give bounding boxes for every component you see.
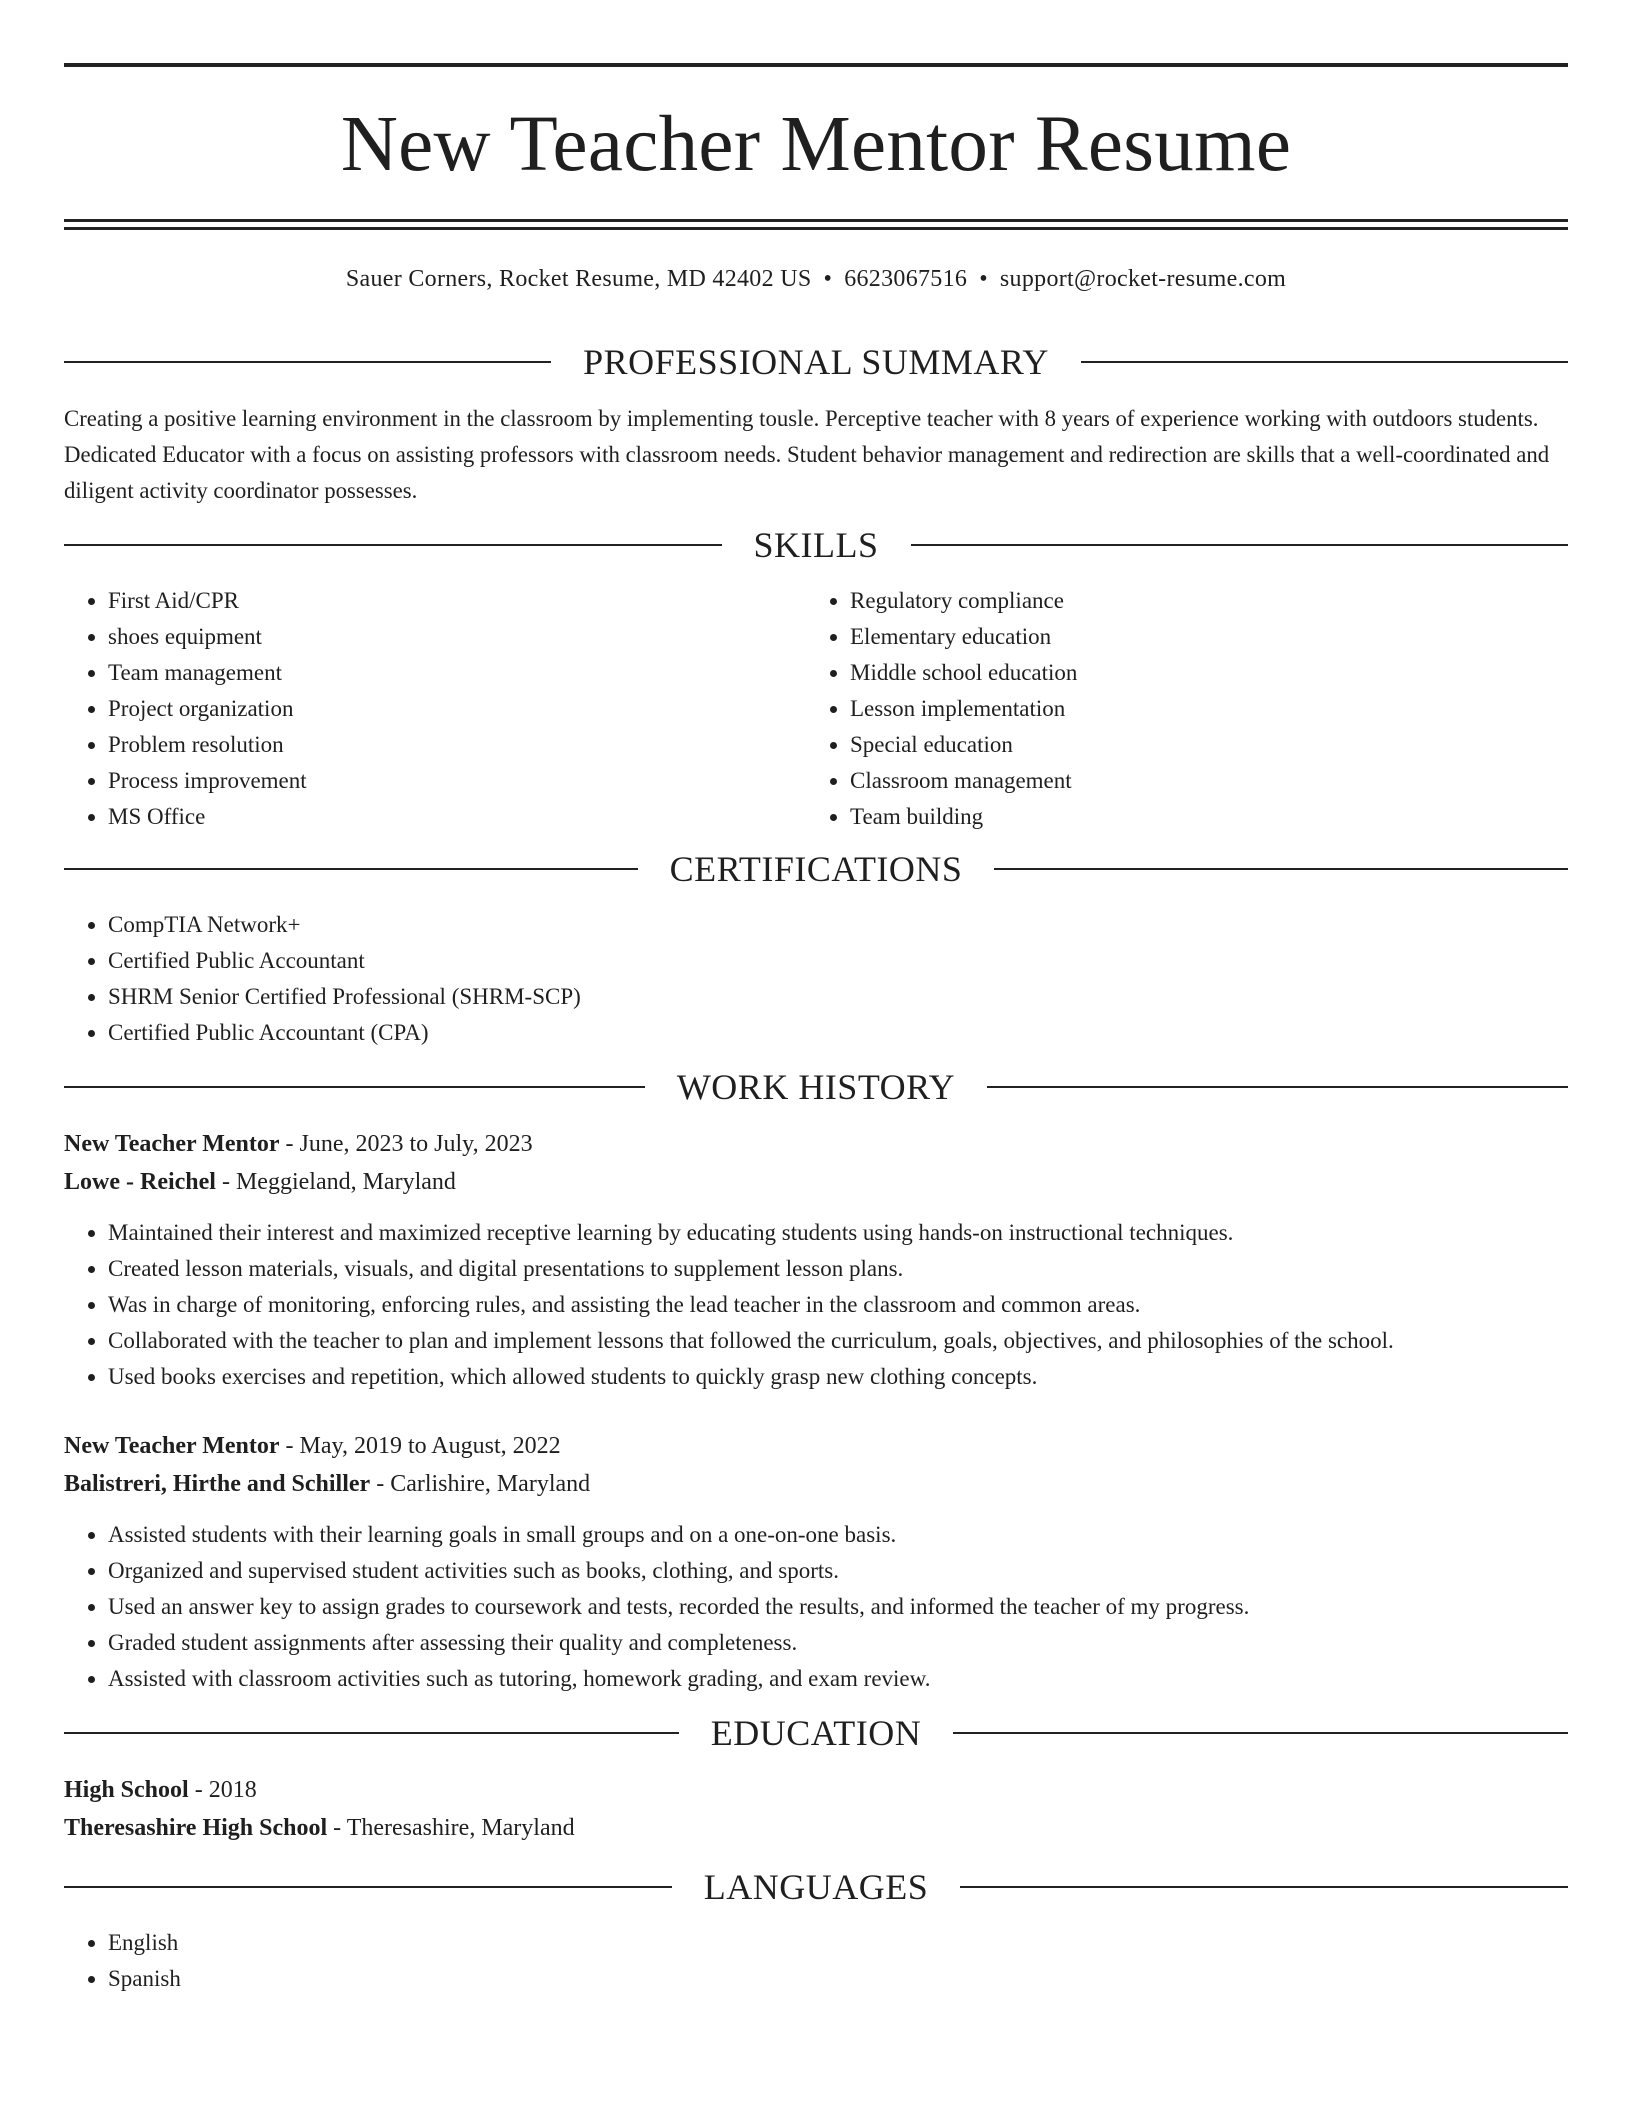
job-bullet: • Assisted with classroom activities such as tutoring, homework grading, and exam review. [108,1661,1568,1697]
section-header-education [64,1711,1568,1755]
job-bullet: • Used books exercises and repetition, which allowed students to quickly grasp new clothing concepts. [108,1359,1568,1395]
job-bullets [64,1517,1568,1697]
contact-line [64,266,1568,296]
contact-address: Sauer Corners, Rocket Resume, MD 42402 US [345,266,812,292]
skill-item: • Classroom management [850,763,1568,799]
divider-line [64,361,551,363]
job-dates: - May, 2019 to August, 2022 [279,1433,561,1459]
divider-line [64,1886,672,1888]
contact-separator: • [979,266,988,292]
section-header-languages [64,1865,1568,1909]
job-company: Balistreri, Hirthe and Schiller [64,1471,371,1497]
skill-item: • Process improvement [108,763,806,799]
section-header-summary [64,340,1568,384]
divider-line [64,544,722,546]
contact-separator: • [823,266,833,292]
section-header-certifications [64,847,1568,891]
job-bullets [64,1215,1568,1395]
languages-list [64,1925,1568,1997]
language-item: • Spanish [108,1961,1568,1997]
job-entry [64,1427,1568,1697]
job-title-line [64,1427,1568,1465]
job-bullet: • Maintained their interest and maximized receptive learning by educating students using hands-on instructional techniques. [108,1215,1568,1251]
section-header-work [64,1065,1568,1109]
divider-line [953,1732,1568,1734]
skill-item: • Regulatory compliance [850,583,1568,619]
certifications-list [64,907,1568,1051]
skill-item: • shoes equipment [108,619,806,655]
resume-title: New Teacher Mentor Resume [340,101,1292,188]
section-title-work: WORK HISTORY [676,1067,956,1107]
section-header-skills [64,523,1568,567]
skill-item: • Project organization [108,691,806,727]
section-title-certifications: CERTIFICATIONS [669,849,963,889]
job-entry [64,1125,1568,1395]
divider-line [1081,361,1568,363]
top-rule [64,63,1568,67]
skill-item: • MS Office [108,799,806,835]
education-school: Theresashire High School [64,1815,328,1841]
contact-phone: 6623067516 [844,266,968,292]
job-company: Lowe - Reichel [64,1169,216,1195]
job-company-line [64,1465,1568,1503]
section-title-languages: LANGUAGES [703,1867,929,1907]
skills-grid [64,583,1568,835]
job-title-line [64,1125,1568,1163]
divider-line [64,1732,679,1734]
section-title-summary: PROFESSIONAL SUMMARY [583,342,1049,382]
divider-line [64,868,638,870]
job-dates: - June, 2023 to July, 2023 [279,1131,533,1157]
education-year: - 2018 [188,1777,257,1803]
certification-item: • Certified Public Accountant (CPA) [108,1015,1568,1051]
job-bullet: • Used an answer key to assign grades to coursework and tests, recorded the results, and informed the teacher of my progress. [108,1589,1568,1625]
job-bullet: • Graded student assignments after assessing their quality and completeness. [108,1625,1568,1661]
skills-list-right [806,583,1568,835]
job-bullet: • Created lesson materials, visuals, and digital presentations to supplement lesson plans. [108,1251,1568,1287]
divider-line [64,1086,645,1088]
skill-item: • Team management [108,655,806,691]
certification-item: • SHRM Senior Certified Professional (SHRM-SCP) [108,979,1568,1015]
summary-text: Creating a positive learning environment in the classroom by implementing tousle. Perceptive teacher with 8 years of experience working with outdoors students. Dedicated Educator with a focus on assisting professors with classroom needs. Student behavior management and redirection are skills that a well-coordinated and diligent activity coordinator possesses. [64,406,1550,503]
skill-item: • First Aid/CPR [108,583,806,619]
section-title-skills: SKILLS [753,525,879,565]
certification-item: • CompTIA Network+ [108,907,1568,943]
divider-line [994,868,1568,870]
job-title: New Teacher Mentor [64,1131,280,1157]
title-double-rule [64,219,1568,230]
divider-line [987,1086,1568,1088]
skill-item: • Problem resolution [108,727,806,763]
education-degree-line [64,1771,1568,1809]
divider-line [960,1886,1568,1888]
skills-list-left [64,583,806,835]
contact-email[interactable]: support@rocket-resume.com [999,266,1287,292]
divider-line [911,544,1569,546]
education-school-line [64,1809,1568,1847]
language-item: • English [108,1925,1568,1961]
job-title: New Teacher Mentor [64,1433,280,1459]
job-bullet: • Was in charge of monitoring, enforcing rules, and assisting the lead teacher in the classroom and common areas. [108,1287,1568,1323]
skill-item: • Elementary education [850,619,1568,655]
skill-item: • Team building [850,799,1568,835]
job-location: - Meggieland, Maryland [215,1169,456,1195]
education-location: - Theresashire, Maryland [327,1815,575,1841]
job-company-line [64,1163,1568,1201]
job-bullet: • Organized and supervised student activities such as books, clothing, and sports. [108,1553,1568,1589]
job-location: - Carlishire, Maryland [370,1471,591,1497]
skill-item: • Special education [850,727,1568,763]
job-bullet: • Collaborated with the teacher to plan and implement lessons that followed the curriculum, goals, objectives, and philosophies of the school. [108,1323,1568,1359]
certification-item: • Certified Public Accountant [108,943,1568,979]
section-title-education: EDUCATION [710,1713,922,1753]
education-degree: High School [64,1777,189,1803]
education-entry [64,1771,1568,1847]
job-bullet: • Assisted students with their learning goals in small groups and on a one-on-one basis. [108,1517,1568,1553]
skill-item: • Lesson implementation [850,691,1568,727]
skill-item: • Middle school education [850,655,1568,691]
